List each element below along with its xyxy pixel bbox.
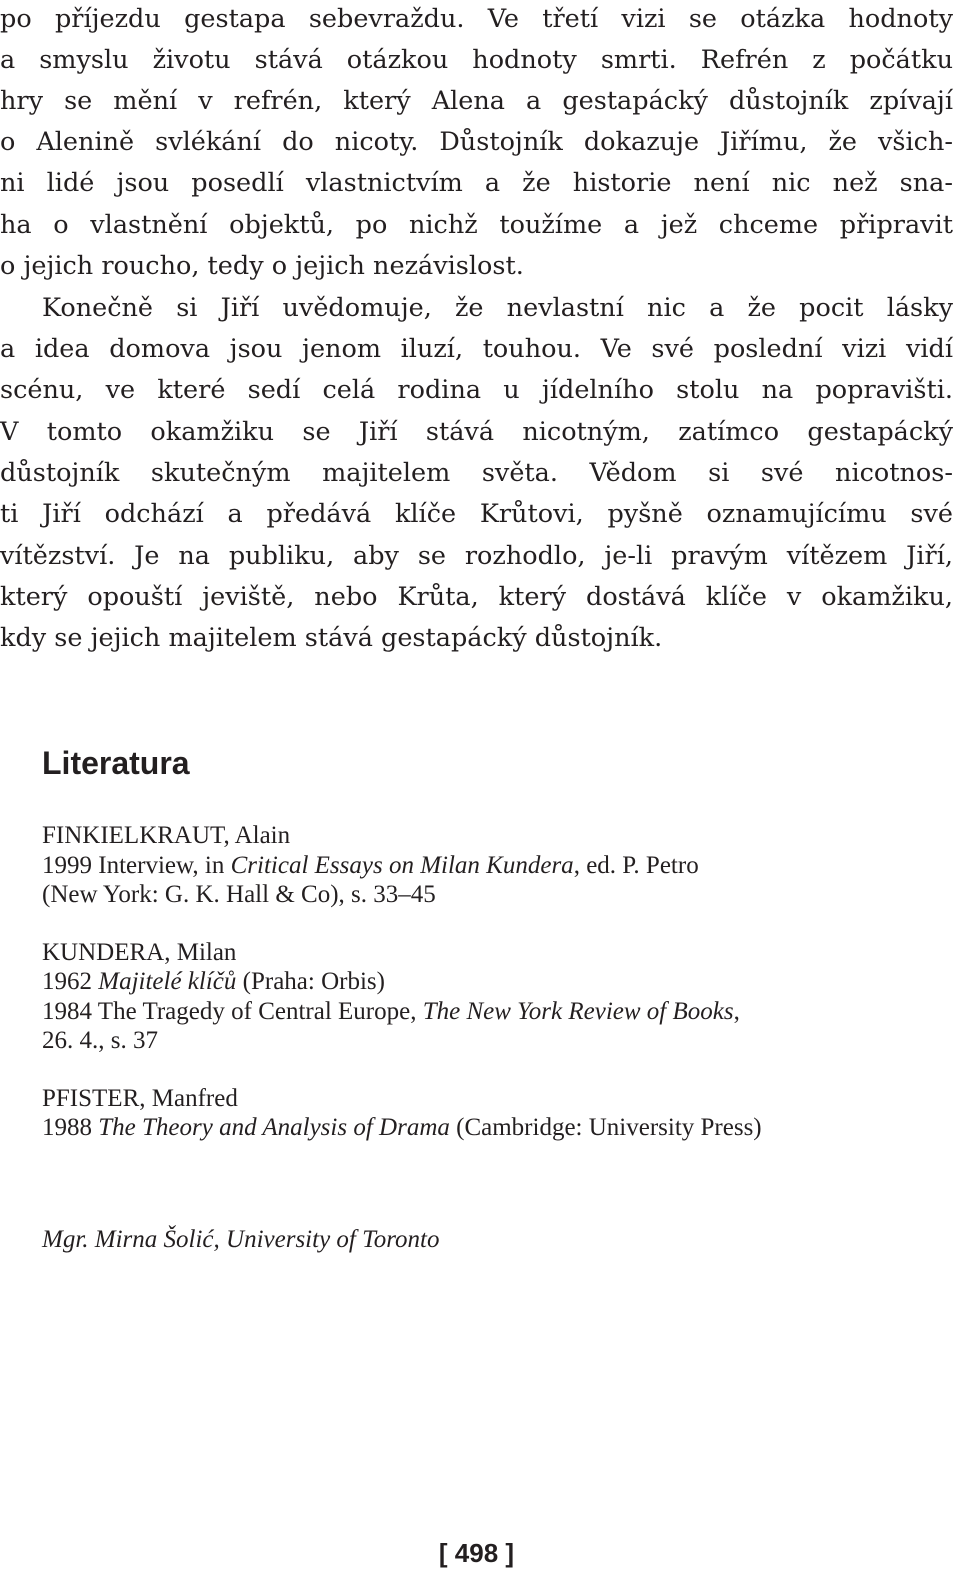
- body-line: a smyslu životu stává otázkou hodnoty smrti. Refrén z počátku: [0, 45, 953, 75]
- body-line: vítězství. Je na publiku, aby se rozhodlo, je-li pravým vítězem Jiří,: [0, 541, 953, 571]
- body-line-indented: Konečně si Jiří uvědomuje, že nevlastní nic a že pocit lásky: [42, 293, 953, 323]
- body-line: a idea domova jsou jenom iluzí, touhou. Ve své poslední vizi vidí: [0, 334, 953, 364]
- body-line: ha o vlastnění objektů, po nichž toužíme a jež chceme připravit: [0, 210, 953, 240]
- body-line: důstojník skutečným majitelem světa. Vědom si své nicotnos-: [0, 458, 953, 488]
- ref-entry: [42, 1114, 762, 1142]
- body-line: který opouští jeviště, nebo Krůta, který dostává klíče v okamžiku,: [0, 582, 953, 612]
- body-line: o Alenině svlékání do nicoty. Důstojník dokazuje Jiřímu, že všich-: [0, 127, 953, 157]
- ref-author: PFISTER, Manfred: [42, 1085, 238, 1112]
- body-line: V tomto okamžiku se Jiří stává nicotným, zatímco gestapácký: [0, 417, 953, 447]
- body-line: scénu, ve které sedí celá rodina u jídelního stolu na popravišti.: [0, 375, 953, 405]
- ref-title: Majitelé klíčů: [98, 968, 237, 995]
- ref-entry: [42, 998, 740, 1026]
- ref-author: KUNDERA, Milan: [42, 939, 237, 966]
- body-line: ni lidé jsou posedlí vlastnictvím a že historie není nic než sna-: [0, 168, 953, 198]
- section-heading-literatura: Literatura: [42, 745, 190, 781]
- body-line: o jejich roucho, tedy o jejich nezávislost.: [0, 251, 524, 281]
- ref-title: The New York Review of Books: [422, 998, 734, 1025]
- ref-text: (Cambridge: University Press): [449, 1114, 762, 1141]
- ref-title: Critical Essays on Milan Kundera: [230, 852, 574, 879]
- author-affiliation: Mgr. Mirna Šolić, University of Toronto: [42, 1226, 440, 1253]
- ref-text: 1988: [42, 1114, 99, 1141]
- ref-entry: (New York: G. K. Hall & Co), s. 33–45: [42, 881, 436, 908]
- body-line: ti Jiří odchází a předává klíče Krůtovi, pyšně oznamujícímu své: [0, 499, 953, 529]
- ref-text: 1984 The Tragedy of Central Europe,: [42, 998, 423, 1025]
- body-line: hry se mění v refrén, který Alena a gestapácký důstojník zpívají: [0, 86, 953, 116]
- ref-entry: [42, 852, 699, 880]
- ref-text: 1962: [42, 968, 99, 995]
- ref-text: ,: [733, 998, 740, 1025]
- ref-text: , ed. P. Petro: [573, 852, 699, 879]
- ref-title: The Theory and Analysis of Drama: [98, 1114, 450, 1141]
- page-number: [ 498 ]: [438, 1538, 515, 1568]
- ref-entry: [42, 968, 385, 996]
- ref-text: (Praha: Orbis): [236, 968, 385, 995]
- body-line: kdy se jejich majitelem stává gestapácký důstojník.: [0, 623, 663, 653]
- ref-author: FINKIELKRAUT, Alain: [42, 822, 291, 849]
- ref-text: 1999 Interview, in: [42, 852, 231, 879]
- ref-entry: 26. 4., s. 37: [42, 1027, 158, 1054]
- body-line: po příjezdu gestapa sebevraždu. Ve třetí vizi se otázka hodnoty: [0, 4, 953, 34]
